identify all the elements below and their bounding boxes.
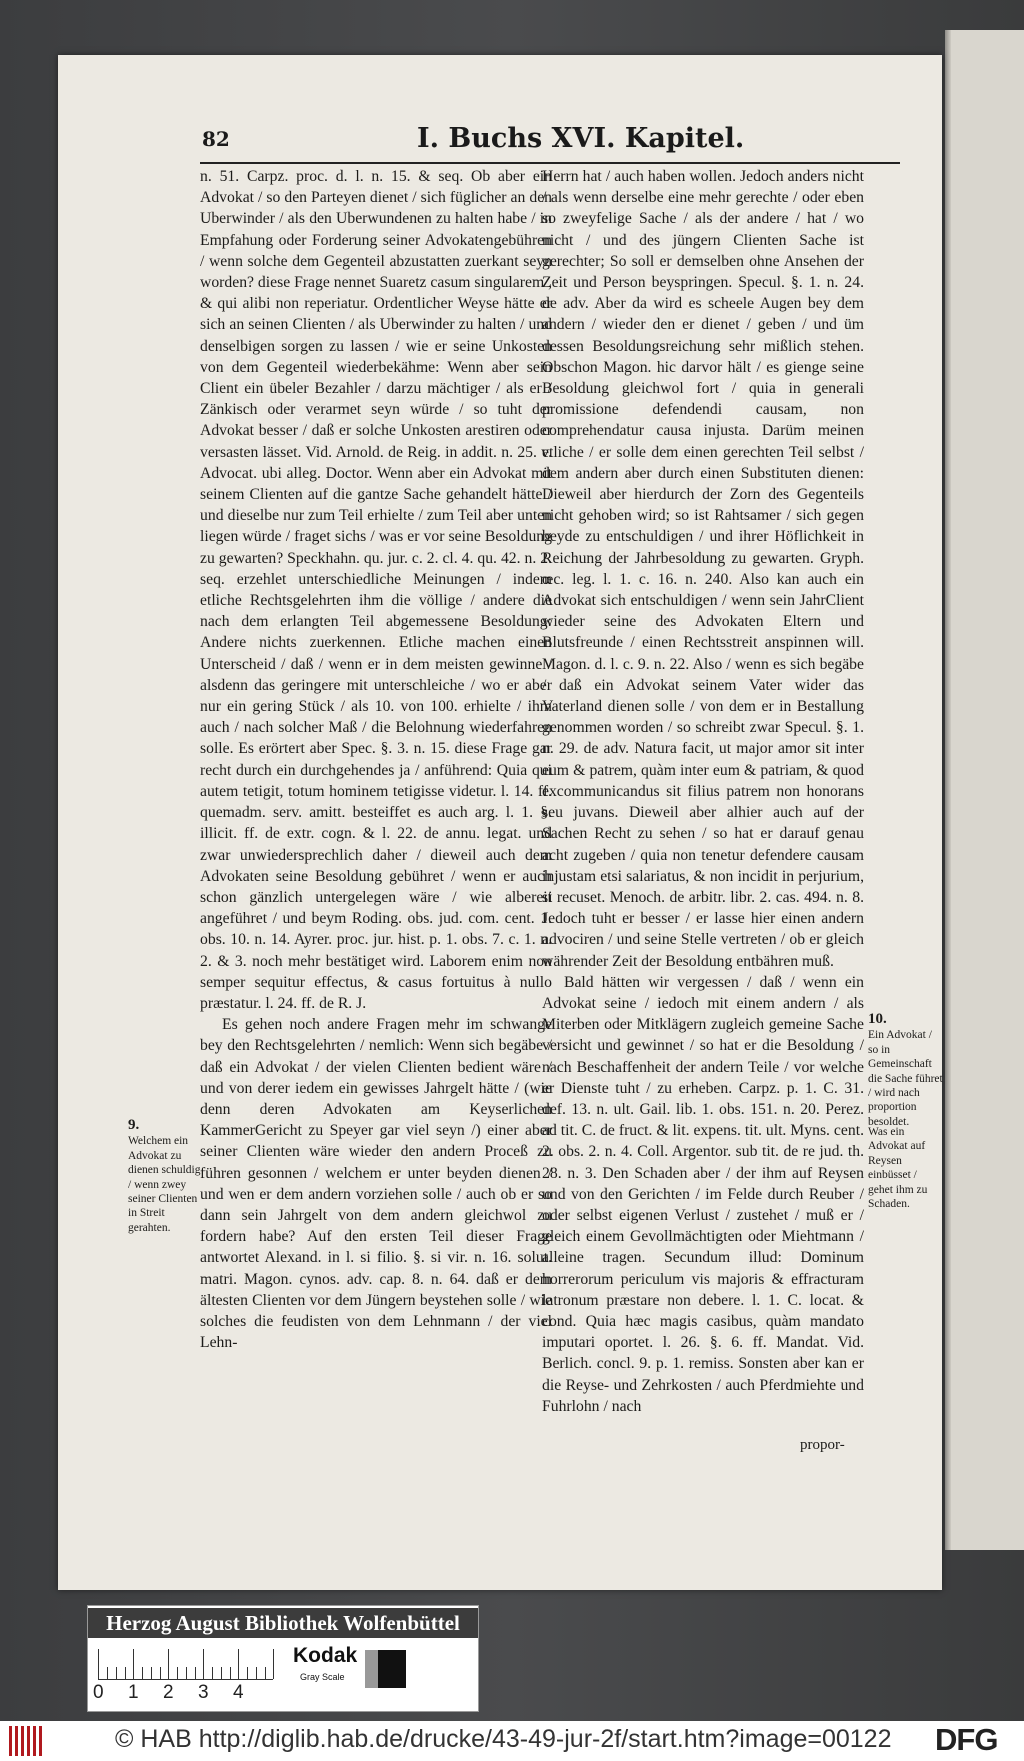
- paragraph: n. 51. Carpz. proc. d. l. n. 15. & seq. Ob aber ein Advokat / so den Parteyen dienet / sich füglicher an den Uberwinder / als den Uberwundenen zu halten habe / in Empfahung oder Forderung seiner Advokatengebühren / wenn solche dem Gegenteil abzustatten zuerkant seyn worden? diese Frage nennet Suaretz casum singularem , & qui alibi non reperiatur. Ordentlicher Weyse hätte er sich an seinen Clienten / als Uberwinder zu halten / und denselbigen sorgen zu lassen / wie er seine Unkosten von dem Gegenteil wiederbekähme: Wenn aber sein Client ein übeler Bezahler / darzu mächtiger / als er / Zänkisch oder verarmet seyn würde / so tuht der Advokat besser / daß er solche Unkosten arestiren oder versasten lässet. Vid. Arnold. de Reig. in addit. n. 25. v. Advocat. ubi alleg. Doctor. Wenn aber ein Advokat mit seinem Clienten auf die gantze Sache gehandelt hätte / und dieselbe nur zum Teil erhielte / zum Teil aber unten liegen würde / fraget sichs / was er vor seine Besoldung zu gewarten? Speckhahn. qu. jur. c. 2. cl. 4. qu. 42. n. 2. seq. erzehlet unterschiedliche Meinungen / indem etliche Rechtsgelehrten ihm die völlige / andere die nach dem erlangten Teil abgemessene Besoldung: Andere nichts zuerkennen. Etliche machen einen Unterscheid / daß / wenn er in dem meisten gewinne / alsdenn das geringere mit unterschleiche / wo er aber nur ein gering Stück / als 10. von 100. erhielte / ihm auch / nach solcher Maß / die Belohnung wiederfahren solle. Es erörtert aber Spec. §. 3. n. 15. diese Frage gar recht durch ein durchgehendes ja / anführend: Quia qui autem tetigit, totum hominem tetigisse videtur. l. 14. ff. quemadm. serv. amitt. besteiffet es auch arg. l. 1. §. illicit. ff. de extr. cogn. & l. 22. de annu. legat. und zwar unwiedersprechlich daher / dieweil auch dem Advokaten seine Besoldung gebühret / wenn er auch schon gänzlich untergelegen wäre / wie albereit angeführet / und beym Roding. obs. jud. com. cent. 1. obs. 10. n. 14. Ayrer. proc. jur. hist. p. 1. obs. 7. c. 1. n. 2. & 3. noch mehr bestätiget wird. Laborem enim non semper sequitur effectus, & casus fortuitus à nullo præstatur. l. 24. ff. de R. J.: [200, 168, 552, 1012]
- paragraph: Herrn hat / auch haben wollen. Jedoch anders nicht / als wenn derselbe eine mehr gerechte / oder eben so zweyfelige Sache / als der andere / hat / wo nicht / und des jüngern Clienten Sache ist gerechter; So soll er demselben ohne Ansehen der Zeit und Person beyspringen. Specul. §. 1. n. 24. de adv. Aber da wird es scheele Augen bey dem andern / wieder den er dienet / geben / und üm dessen Besoldungsreichung sehr mißlich stehen. Obschon Magon. hic darvor hält / es gienge seine Besoldung gleichwol fort / quia in generali promissione defendendi causam, non comprehendatur causa injusta. Darüm meinen etliche / er solle dem einen gerechten Teil selbst / dem andern aber durch einen Substituten dienen: Dieweil aber hierdurch der Zorn des Gegenteils nicht gehoben wird; so ist Rahtsamer / sich gegen beyde zu entschuldigen / und ihrer Höflichkeit in Reichung der Jahrbesoldung zu gewarten. Gryph. œc. leg. l. 1. c. 16. n. 240. Also kan auch ein Advokat sich entschuldigen / wenn sein JahrClient wieder seine des Advokaten Eltern und Blutsfreunde / einen Rechtsstreit anspinnen will. Magon. d. l. c. 9. n. 22. Also / wenn es sich begäbe / daß ein Advokat seinem Vater wider das Vaterland dienen solle / von dem er in Bestallung genommen worden / so schreibt zwar Specul. §. 1. n. 29. de adv. Natura facit, ut major amor sit inter eum & patrem, quàm inter eum & patriam, & quod excommunicandus sit filius patrem non honorans seu juvans. Dieweil aber alhier auch auf der Sachen Recht zu sehen / so hat er darauf genau acht zugeben / quia non tenetur defendere causam injustam etsi salariatus, & non incidit in perjurium, si recuset. Menoch. de arbitr. libr. 2. cas. 494. n. 8. Jedoch tuht er besser / er lasse hier einen andern advociren / und seine Stelle vertreten / ob er gleich währender Zeit der Besoldung entbähren muß.: [542, 168, 864, 970]
- margin-note-9: [128, 1118, 203, 1235]
- margin-note-10: [868, 1012, 943, 1129]
- ruler-tick: [142, 1667, 143, 1679]
- black-patch: [378, 1650, 406, 1688]
- ruler-tick: [203, 1649, 204, 1679]
- ruler-number: 1: [128, 1682, 139, 1703]
- ruler-tick: [195, 1667, 196, 1679]
- ruler-tick: [98, 1649, 99, 1679]
- ruler-tick: [177, 1667, 178, 1679]
- ruler-tick: [125, 1667, 126, 1679]
- kodak-logo: Kodak: [293, 1644, 358, 1667]
- margin-note-10b: [868, 1125, 943, 1211]
- ruler-number: 3: [198, 1682, 209, 1703]
- ruler-tick: [212, 1667, 213, 1679]
- library-color-card: [87, 1605, 479, 1712]
- ruler-tick: [151, 1667, 152, 1679]
- ruler-tick: [247, 1667, 248, 1679]
- library-title: Herzog August Bibliothek Wolfenbüttel: [88, 1608, 478, 1638]
- ruler-number: 4: [233, 1682, 244, 1703]
- margin-note-text: Ein Advokat / so in Gemeinschaft die Sache führet / wird nach proportion besoldet.: [868, 1029, 943, 1128]
- footer-credit-link[interactable]: © HAB http://diglib.hab.de/drucke/43-49-jur-2f/start.htm?image=00122: [115, 1725, 892, 1753]
- margin-note-number: 10.: [868, 1011, 887, 1027]
- ruler-scale: [98, 1649, 273, 1680]
- ruler-tick: [265, 1667, 266, 1679]
- dfg-logo: DFG: [935, 1722, 998, 1757]
- ruler-tick: [168, 1649, 169, 1679]
- ruler-number: 0: [93, 1682, 104, 1703]
- adjacent-page-edge: [945, 30, 1024, 1550]
- ruler-tick: [116, 1667, 117, 1679]
- ruler-tick: [133, 1649, 134, 1679]
- ruler-tick: [230, 1667, 231, 1679]
- page-header: [142, 123, 792, 157]
- ruler-tick: [256, 1667, 257, 1679]
- margin-note-text: Welchem ein Advokat zu dienen schuldig / wenn zwey seiner Clienten in Streit gerahten.: [128, 1135, 201, 1234]
- ruler-tick: [238, 1649, 239, 1679]
- ruler-tick: [186, 1667, 187, 1679]
- header-rule: [200, 162, 900, 164]
- ruler-tick: [160, 1667, 161, 1679]
- ruler-number: 2: [163, 1682, 174, 1703]
- ruler-tick: [107, 1667, 108, 1679]
- text-column-right: [542, 166, 864, 1417]
- catchword: propor-: [800, 1437, 845, 1453]
- gray-scale-label: Gray Scale: [300, 1672, 345, 1682]
- page-number: 82: [202, 127, 230, 151]
- margin-note-number: 9.: [128, 1117, 140, 1133]
- running-head: I. Buchs XVI. Kapitel.: [417, 123, 745, 154]
- hab-logo-icon: [9, 1726, 49, 1756]
- ruler-tick: [273, 1649, 274, 1679]
- text-column-left: [200, 166, 552, 1353]
- margin-note-text: Was ein Advokat auf Reysen einbüsset / gehet ihm zu Schaden.: [868, 1126, 928, 1211]
- paragraph: Bald hätten wir vergessen / daß / wenn ein Advokat seine / iedoch mit einem andern / als Miterben oder Mitklägern zugleich gemeine Sache versicht und gewinnet / so hat er die Besoldung / nach Beschaffenheit der andern Teile / vor welche er Dienste tuht / zu erheben. Carpz. p. 1. C. 31. def. 13. n. ult. Gail. lib. 1. obs. 151. n. 20. Perez. ad tit. C. de fruct. & lit. expens. tit. ult. Myns. cent. 2. obs. 2. n. 4. Coll. Argentor. sub tit. de re jud. th. 28. n. 3. Den Schaden aber / der ihm auf Reysen und von den Gerichten / im Felde durch Reuber / oder selbst eigenen Verlust / zustehet / muß er / gleich einem Gevollmächtigten oder Miehtmann / alleine tragen. Secundum illud: Dominum horrerorum periculum vis majoris & effracturam latronum præstare non debere. l. 1. C. locat. & cond. Quia hæc magis casibus, quàm mandato imputari oportet. l. 26. §. 6. ff. Mandat. Vid. Berlich. concl. 9. p. 1. remiss. Sonsten aber kan er die Reyse- und Zehrkosten / auch Pferdmiehte und Fuhrlohn / nach: [542, 973, 864, 1415]
- gray-patch: [365, 1650, 378, 1688]
- ruler-tick: [221, 1667, 222, 1679]
- page-gutter-shadow: [945, 30, 951, 1550]
- paragraph: Es gehen noch andere Fragen mehr im schwange bey den Rechtsgelehrten / nemlich: Wenn sich begäbe / daß ein Advokat / der vielen Clienten bedient wäre / und von derer iedem ein gewisses Jahrgelt hätte / (wie denn deren Advokaten am Keyserlichen KammerGericht zu Speyer gar viel seyn /) einer aber seiner Clienten wäre wieder den andern Proceß zu führen gesonnen / welchem er unter beyden dienen / und wen er dem andern vorziehen solle / auch ob er so dann sein Jahrgelt von dem andern gleichwol zu fordern habe? Auf den ersten Teil dieser Frage antwortet Alexand. in l. si filio. §. si vir. n. 16. solut. matri. Magon. cynos. adv. cap. 8. n. 64. daß er dem ältesten Clienten vor dem Jüngern beystehen solle / wie solches die feudisten von dem Lehnmann / der viel Lehn-: [200, 1016, 552, 1352]
